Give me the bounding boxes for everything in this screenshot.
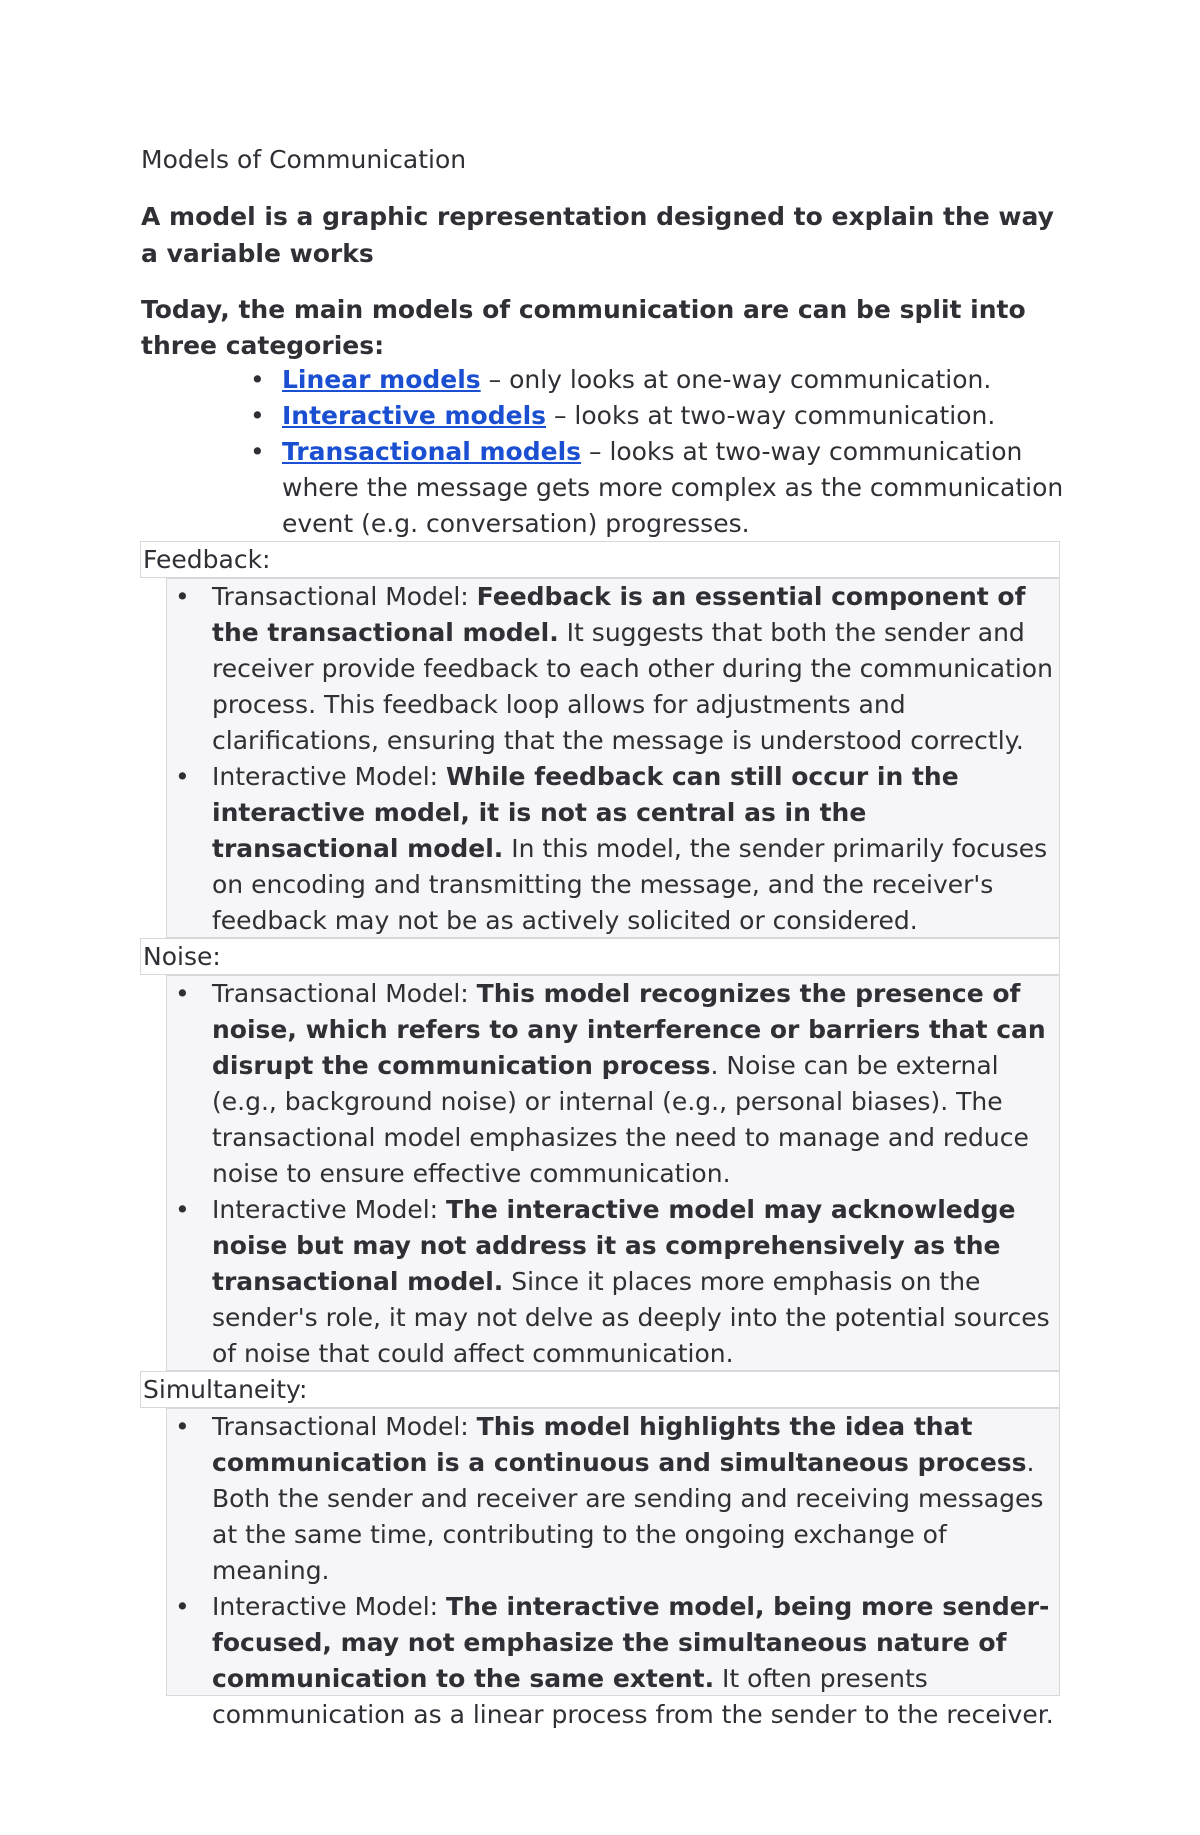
list-item <box>0 398 1072 434</box>
link-interactive-models[interactable]: Interactive models <box>282 401 547 430</box>
models-list <box>0 362 1072 542</box>
link-transactional-models[interactable]: Transactional models <box>282 437 582 466</box>
definition-paragraph: A model is a graphic representation designed to explain the way a variable works <box>141 202 1054 268</box>
list-item <box>0 362 1072 398</box>
intro-paragraph: Today, the main models of communication are can be split into three categories: <box>141 295 1026 360</box>
item-bold-text: The interactive model, being more sender-focused, may not emphasize the simultaneous nature of communication to the same extent. <box>212 1592 1050 1693</box>
item-bold-text: While feedback can still occur in the interactive model, it is not as central as in the transactional model. <box>212 762 959 863</box>
list-item <box>167 1192 1059 1372</box>
item-text: . Noise can be external (e.g., background noise) or internal (e.g., personal biases). The transactional model emphasizes the need to manage and reduce noise to ensure effective communication. <box>212 1051 1029 1188</box>
item-bold-text: This model recognizes the presence of noise, which refers to any interference or barriers that can disrupt the communication process <box>212 979 1046 1080</box>
list-item <box>167 976 1059 1192</box>
bullet-icon: • <box>175 762 190 791</box>
feedback-list <box>167 579 1059 939</box>
list-item-text: – looks at two-way communication. <box>546 401 996 430</box>
list-item <box>167 1589 1059 1733</box>
item-label: Interactive Model: <box>212 1592 447 1621</box>
item-text: It suggests that both the sender and receiver provide feedback to each other during the communication process. This feedback loop allows for adjustments and clarifications, ensuring that the message is understood correctly. <box>212 618 1053 755</box>
list-item <box>167 1409 1059 1589</box>
list-item <box>167 759 1059 939</box>
item-text: Since it places more emphasis on the sender's role, it may not delve as deeply into the potential sources of noise that could affect communication. <box>212 1267 1050 1368</box>
list-item-text: – only looks at one-way communication. <box>480 365 992 394</box>
item-text: It often presents communication as a linear process from the sender to the receiver. <box>212 1664 1054 1729</box>
section-body-noise <box>166 975 1060 1371</box>
list-item <box>167 579 1059 759</box>
item-label: Interactive Model: <box>212 1195 447 1224</box>
bullet-icon: • <box>175 1592 190 1621</box>
noise-list <box>167 976 1059 1372</box>
item-text: . Both the sender and receiver are sending and receiving messages at the same time, contributing to the ongoing exchange of meaning. <box>212 1448 1044 1585</box>
bullet-icon: • <box>250 437 265 466</box>
item-bold-text: The interactive model may acknowledge noise but may not address it as comprehensively as the transactional model. <box>212 1195 1016 1296</box>
link-linear-models[interactable]: Linear models <box>282 365 481 394</box>
bullet-icon: • <box>250 365 265 394</box>
item-label: Transactional Model: <box>212 979 477 1008</box>
bullet-icon: • <box>175 582 190 611</box>
list-item <box>0 434 1072 542</box>
list-item-text: – looks at two-way communication where the message gets more complex as the communication event (e.g. conversation) progresses. <box>282 437 1064 538</box>
bullet-icon: • <box>175 1412 190 1441</box>
document-title: Models of Communication <box>141 145 467 174</box>
item-bold-text: Feedback is an essential component of the transactional model. <box>212 582 1026 647</box>
section-body-feedback <box>166 578 1060 938</box>
item-label: Transactional Model: <box>212 1412 477 1441</box>
section-body-simultaneity <box>166 1408 1060 1729</box>
item-label: Transactional Model: <box>212 582 477 611</box>
item-bold-text: This model highlights the idea that communication is a continuous and simultaneous process <box>212 1412 1027 1477</box>
bullet-icon: • <box>175 1195 190 1224</box>
simultaneity-list <box>167 1409 1059 1733</box>
bullet-icon: • <box>250 401 265 430</box>
section-heading-simultaneity: Simultaneity: <box>140 1371 1060 1408</box>
item-label: Interactive Model: <box>212 762 447 791</box>
bullet-icon: • <box>175 979 190 1008</box>
section-heading-feedback: Feedback: <box>140 541 1060 578</box>
item-text: In this model, the sender primarily focuses on encoding and transmitting the message, and the receiver's feedback may not be as actively solicited or considered. <box>212 834 1048 935</box>
section-heading-noise: Noise: <box>140 938 1060 975</box>
